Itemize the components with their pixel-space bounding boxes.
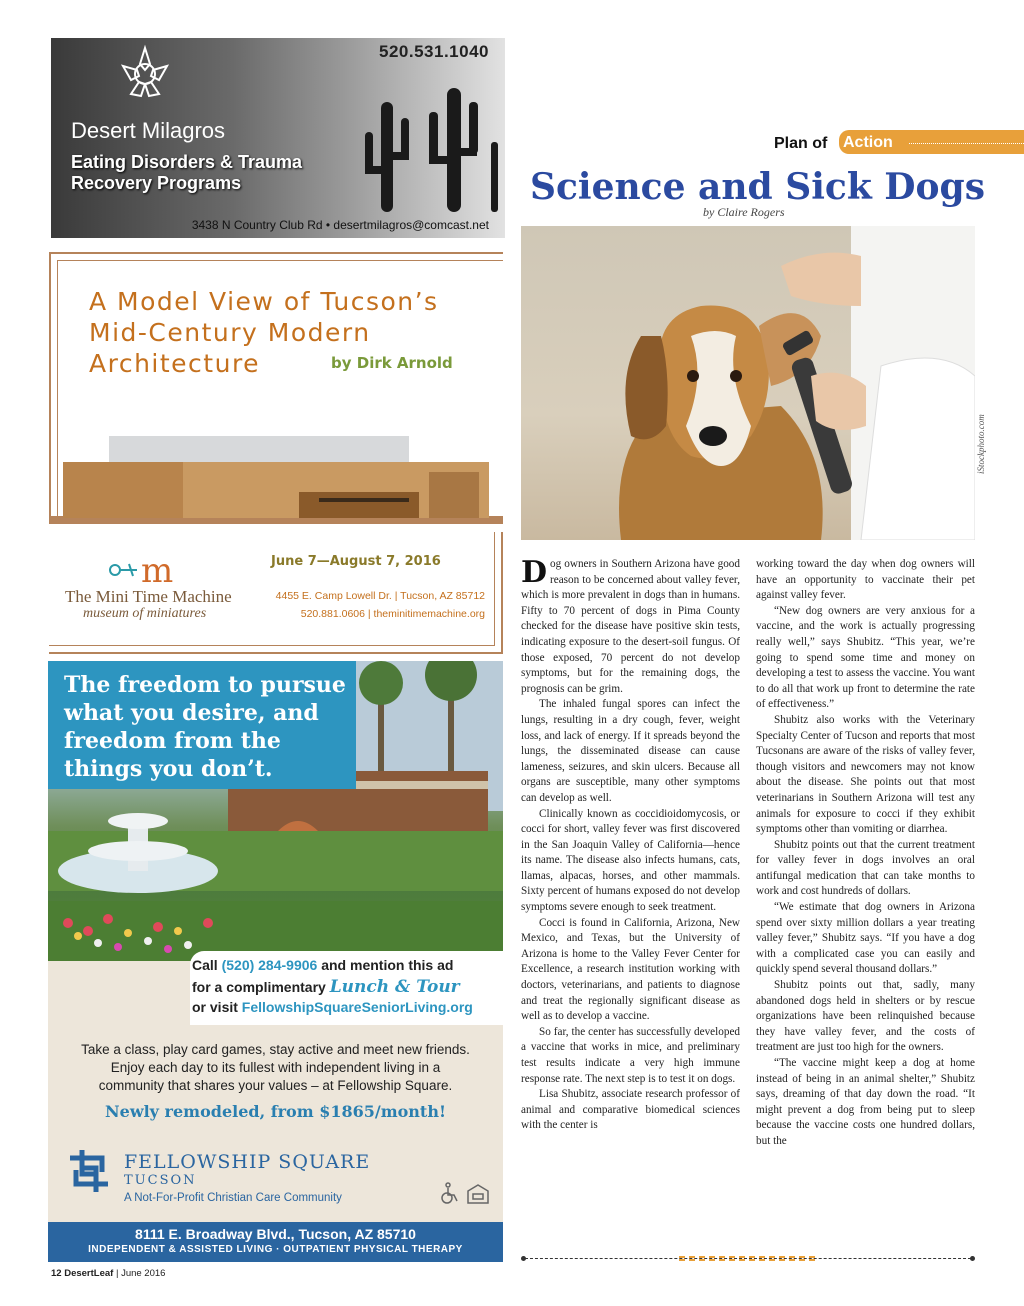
article-column-2 (756, 557, 975, 1150)
article-paragraph: “We estimate that dog owners in Arizona spend over sixty million dollars a year treating valley fever,” Shubitz says. “If you have a dog with a complicated case you can easily and quickly spend several thousand dollars.” (756, 901, 975, 976)
fellowship-city: TUCSON (124, 1173, 197, 1188)
page-footer: 12 DesertLeaf | June 2016 (51, 1268, 166, 1279)
visit-line (192, 999, 473, 1015)
ad-brand-name: Desert Milagros (71, 118, 226, 143)
orange-dashed-segment (679, 1256, 815, 1261)
paragraph-text: og owners in Southern Arizona have good reason to be concerned about valley fever, which is more prevalent in dogs than in humans. Fifty to 70 percent of dogs in Pima County checked for the disease have positive skin tests, indicating exposure to the desert-soil fungus. Of those exposed, 70 percent do not develop symptoms, but for the remaining dogs, the prognosis can be grim. (521, 558, 740, 695)
fellowship-square-ad[interactable] (48, 661, 503, 1262)
ad-programs: Eating Disorders & Trauma Recovery Programs (71, 152, 303, 193)
article-paragraph: Shubitz points out that the current treatment for valley fever in dogs involves an oral antifungal medication that can take months to work and cost hundreds of dollars. (756, 838, 975, 898)
article-paragraph: The inhaled fungal spores can infect the lungs, resulting in a dry cough, fever, weight loss, and lack of energy. If it spreads beyond the lungs, the disseminated disease can cause lameness, seizures, and skin ulcers. Because all organs are susceptible, many other symptoms can develop as well. (521, 698, 740, 804)
body-line2: Enjoy each day to its fullest with independent living in a (110, 1060, 441, 1075)
minitime-exhibit-ad[interactable] (49, 252, 503, 524)
visit-prefix: or visit (192, 999, 238, 1015)
fellowship-community: A Not-For-Profit Christian Care Community (124, 1192, 342, 1204)
article-title: Science and Sick Dogs (530, 166, 985, 208)
call-to-action (190, 951, 503, 1025)
issue-date: June 2016 (121, 1268, 166, 1279)
body-line1: Take a class, play card games, stay active and meet new friends. (81, 1042, 470, 1057)
article-paragraph: Shubitz also works with the Veterinary Specialty Center of Tucson and reports that most Tucsonans are aware of the risks of valley fever, though visitors and newcomers may not know about the disease. She points out that most veterinarians in Southern Arizona will test any animals for exposure to cocci if they exhibit symptoms other than vomiting or diarrhea. (756, 713, 975, 836)
call-line (192, 957, 453, 973)
dog-illustration (521, 226, 975, 540)
article-paragraph: “New dog owners are very anxious for a vaccine, and the work is actually progressing really well,” says Shubitz. “This year, we’re going to spend some time and money on developing a test to assess the vaccine. You want to do all that work up front to determine the rate of effectiveness.” (756, 604, 975, 711)
complimentary-line (192, 977, 460, 997)
address-bar (48, 1222, 503, 1262)
section-dotted-line (909, 143, 1024, 144)
article-paragraph: Cocci is found in California, Arizona, New Mexico, and Texas, but the University of Arizona is home to the Valley Fever Center for Excellence, a research institution working with doctors, veterinarians, and patients to diagnose and treat the regionally significant disease as well as to develop a vaccine. (521, 916, 740, 1023)
fellowship-brand: FELLOWSHIP SQUARE (124, 1151, 371, 1173)
phone-number[interactable]: (520) 284-9906 (221, 957, 318, 973)
beagle-vet-photo (521, 226, 975, 540)
article-paragraph: “The vaccine might keep a dog at home instead of being in an animal shelter,” Shubitz says, dreaming of that day down the road. “It might prevent a dog from being put to sleep because the vaccine costs one hundred dollars, but the (756, 1057, 975, 1147)
call-prefix: Call (192, 957, 218, 973)
tagline-panel (48, 661, 356, 789)
modern-building-model-icon (49, 432, 503, 524)
page-number: 12 DesertLeaf (51, 1268, 114, 1279)
call-suffix: and mention this ad (321, 957, 454, 973)
saguaro-cactus-icon (351, 82, 505, 212)
article-paragraph: So far, the center has successfully developed a vaccine that works in mice, and preliminary test results indicate a very high immune response rate. The next step is to test it on dogs. (521, 1025, 740, 1085)
museum-logo-icon (107, 552, 191, 586)
drop-cap: D (521, 555, 548, 590)
exhibit-title-line1: A Model View of Tucson’s (89, 287, 439, 316)
ad-address: 3438 N Country Club Rd • desertmilagros@comcast.net (191, 218, 489, 232)
exhibit-title-line2: Mid-Century Modern (89, 318, 371, 347)
desert-milagros-ad[interactable] (51, 38, 505, 238)
lunch-tour: Lunch & Tour (329, 977, 460, 997)
article-byline: by Claire Rogers (703, 205, 785, 219)
museum-name: The Mini Time Machine (65, 587, 232, 606)
exhibit-byline: by Dirk Arnold (331, 354, 453, 372)
fellowship-address: 8111 E. Broadway Blvd., Tucson, AZ 85710 (135, 1226, 416, 1242)
article-end-rule (521, 1256, 975, 1262)
fellowship-logo-icon (62, 1144, 116, 1198)
website-link[interactable]: FellowshipSquareSeniorLiving.org (241, 999, 473, 1015)
article-paragraph: Clinically known as coccidioidomycosis, or cocci for short, valley fever was first discovered in the San Joaquin Valley of California—hence its name. The disease also infects humans, cats, llamas, alpacas, horses, and other mammals. Sixty percent of humans exposed do not develop symptoms severe enough to seek treatment. (521, 807, 740, 914)
remodeled-price: Newly remodeled, from $1865/month! (105, 1102, 446, 1121)
article-paragraph (521, 557, 740, 697)
fellowship-services: INDEPENDENT & ASSISTED LIVING · OUTPATIENT PHYSICAL THERAPY (88, 1244, 463, 1255)
ad-body-text (48, 1041, 503, 1095)
lotus-logo-icon (117, 44, 173, 100)
article-paragraph: Lisa Shubitz, associate research professor of animal and comparative biomedical sciences with the center is (521, 1088, 740, 1132)
section-label-b: Action (843, 134, 893, 151)
photo-credit: iStockphoto.com (976, 414, 986, 474)
comp-prefix: for a complimentary (192, 979, 326, 995)
article-column-1 (521, 557, 740, 1134)
ad-phone: 520.531.1040 (379, 42, 489, 61)
exhibit-title-line3: Architecture (89, 349, 261, 378)
exhibit-dates: June 7—August 7, 2016 (271, 554, 441, 569)
minitime-museum-ad[interactable] (49, 532, 503, 654)
tagline: The freedom to pursue what you desire, and freedom from the things you don’t. (64, 672, 346, 782)
article-paragraph: working toward the day when dog owners will have an opportunity to vaccinate their pet against valley fever. (756, 558, 975, 602)
article-paragraph: Shubitz points out that, sadly, many abandoned dogs held in shelters or by rescue organizations have been relinquished because they have valley fever, and the costs of treatment are just too high for the owners. (756, 979, 975, 1054)
rule-dot-left (521, 1256, 526, 1261)
museum-address: 4455 E. Camp Lowell Dr. | Tucson, AZ 85712 (275, 590, 485, 602)
section-tab (839, 130, 1024, 154)
svg-text:m: m (141, 552, 174, 586)
section-header (774, 130, 1024, 156)
body-line3: community that shares your values – at Fellowship Square. (98, 1078, 453, 1093)
museum-contact[interactable]: 520.881.0606 | theminitimemachine.org (300, 608, 485, 620)
museum-subtitle: museum of miniatures (83, 606, 207, 621)
accessibility-housing-icon (438, 1181, 496, 1205)
section-label-a: Plan of (774, 135, 828, 152)
rule-dot-right (970, 1256, 975, 1261)
